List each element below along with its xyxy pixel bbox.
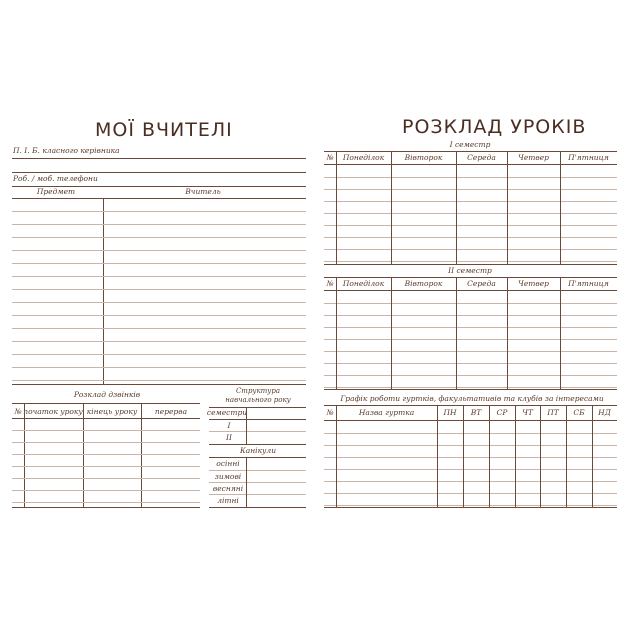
bells-col-start: початок уроку	[23, 407, 83, 416]
table-row	[12, 466, 200, 467]
schedule-column-1: Понеділок	[342, 279, 385, 288]
semester-1-title: I семестр	[449, 140, 491, 149]
table-row	[324, 201, 617, 202]
column-divider	[507, 277, 508, 389]
table-row	[324, 249, 617, 250]
semester-2-title: II семестр	[448, 266, 492, 275]
clubs-title: Графік роботи гуртків, факультативів та клубів за інтересами	[340, 394, 604, 403]
table-row	[324, 433, 617, 434]
clubs-column-3: ВТ	[470, 408, 482, 417]
table-row	[324, 493, 617, 494]
rule-line	[324, 151, 617, 152]
rule-line	[324, 264, 617, 265]
bells-col-number: №	[14, 407, 22, 416]
column-divider	[391, 151, 392, 264]
clubs-column-6: ПТ	[547, 408, 559, 417]
table-row	[324, 457, 617, 458]
table-row	[12, 315, 306, 316]
schedule-column-0: №	[326, 279, 334, 288]
phone-label: Роб. / моб. телефони	[13, 174, 98, 183]
holiday-autumn-label: осінні	[216, 459, 240, 468]
column-divider	[456, 151, 457, 264]
holiday-summer-label: літні	[217, 496, 239, 505]
table-row	[12, 478, 200, 479]
column-divider	[592, 405, 593, 507]
table-row	[324, 339, 617, 340]
bells-col-break: перерва	[154, 407, 188, 416]
table-row	[324, 505, 617, 506]
table-row	[324, 261, 617, 262]
table-row	[12, 502, 200, 503]
column-divider	[336, 405, 337, 507]
table-row	[12, 354, 306, 355]
table-row	[12, 224, 306, 225]
table-row	[324, 177, 617, 178]
clubs-column-7: СБ	[573, 408, 585, 417]
schedule-column-5: П'ятниця	[568, 279, 609, 288]
clubs-column-5: ЧТ	[522, 408, 533, 417]
schedule-column-0: №	[326, 153, 334, 162]
rule-line	[324, 277, 617, 278]
table-row	[12, 454, 200, 455]
semester-1-label: I	[227, 421, 231, 430]
table-row	[12, 328, 306, 329]
rule-line	[324, 405, 617, 406]
teachers-table-divider	[103, 198, 104, 384]
schedule-column-2: Вівторок	[404, 153, 443, 162]
table-row	[324, 303, 617, 304]
left-page-title: МОЇ ВЧИТЕЛІ	[95, 119, 233, 141]
clubs-column-1: Назва гуртка	[358, 408, 415, 417]
table-row	[12, 237, 306, 238]
table-row	[12, 442, 200, 443]
semester-2-label: II	[226, 433, 232, 442]
column-divider	[437, 405, 438, 507]
holidays-label: Канікули	[239, 446, 277, 455]
rule-line	[324, 164, 617, 165]
column-divider	[456, 277, 457, 389]
table-row	[12, 367, 306, 368]
holiday-winter-label: зимові	[214, 472, 242, 481]
schedule-column-4: Четвер	[518, 279, 549, 288]
table-row	[12, 490, 200, 491]
table-row	[324, 237, 617, 238]
table-row	[324, 375, 617, 376]
structure-title: Структура навчального року	[225, 387, 291, 404]
class-teacher-label: П. І. Б. класного керівника	[13, 146, 120, 155]
table-row	[324, 225, 617, 226]
table-row	[12, 341, 306, 342]
rule-line	[324, 389, 617, 390]
table-row	[12, 430, 200, 431]
rule-line	[324, 420, 617, 421]
table-row	[12, 380, 306, 381]
table-row	[12, 250, 306, 251]
table-row	[12, 302, 306, 303]
bells-col-end: кінець уроку	[86, 407, 138, 416]
table-row	[12, 211, 306, 212]
clubs-column-4: СР	[496, 408, 508, 417]
table-row	[12, 289, 306, 290]
schedule-column-5: П'ятниця	[568, 153, 609, 162]
clubs-column-8: НД	[598, 408, 611, 417]
rule-line	[324, 290, 617, 291]
clubs-column-0: №	[326, 408, 334, 417]
column-divider	[336, 151, 337, 264]
column-divider	[336, 277, 337, 389]
table-row	[12, 263, 306, 264]
semesters-label: семестри	[206, 408, 248, 417]
column-divider	[540, 405, 541, 507]
table-row	[12, 276, 306, 277]
table-row	[324, 189, 617, 190]
clubs-column-2: ПН	[443, 408, 457, 417]
table-row	[324, 445, 617, 446]
column-divider	[560, 151, 561, 264]
table-row	[324, 351, 617, 352]
table-row	[324, 469, 617, 470]
holiday-spring-label: весняні	[212, 484, 244, 493]
table-row	[324, 213, 617, 214]
column-divider	[566, 405, 567, 507]
table-row	[324, 327, 617, 328]
table-row	[324, 387, 617, 388]
table-row	[324, 363, 617, 364]
column-divider	[515, 405, 516, 507]
column-divider	[560, 277, 561, 389]
table-row	[324, 315, 617, 316]
class-teacher-line[interactable]	[12, 158, 306, 159]
schedule-column-3: Середа	[467, 279, 496, 288]
column-divider	[391, 277, 392, 389]
schedule-column-2: Вівторок	[404, 279, 443, 288]
schedule-column-1: Понеділок	[342, 153, 385, 162]
schedule-column-3: Середа	[467, 153, 496, 162]
schedule-column-4: Четвер	[518, 153, 549, 162]
table-row	[324, 481, 617, 482]
teacher-column-header: Вчитель	[185, 187, 221, 196]
column-divider	[489, 405, 490, 507]
right-page-title: РОЗКЛАД УРОКІВ	[402, 116, 587, 138]
column-divider	[463, 405, 464, 507]
rule-line	[324, 507, 617, 508]
column-divider	[507, 151, 508, 264]
bells-title: Розклад дзвінків	[73, 390, 141, 399]
subject-column-header: Предмет	[36, 187, 76, 196]
